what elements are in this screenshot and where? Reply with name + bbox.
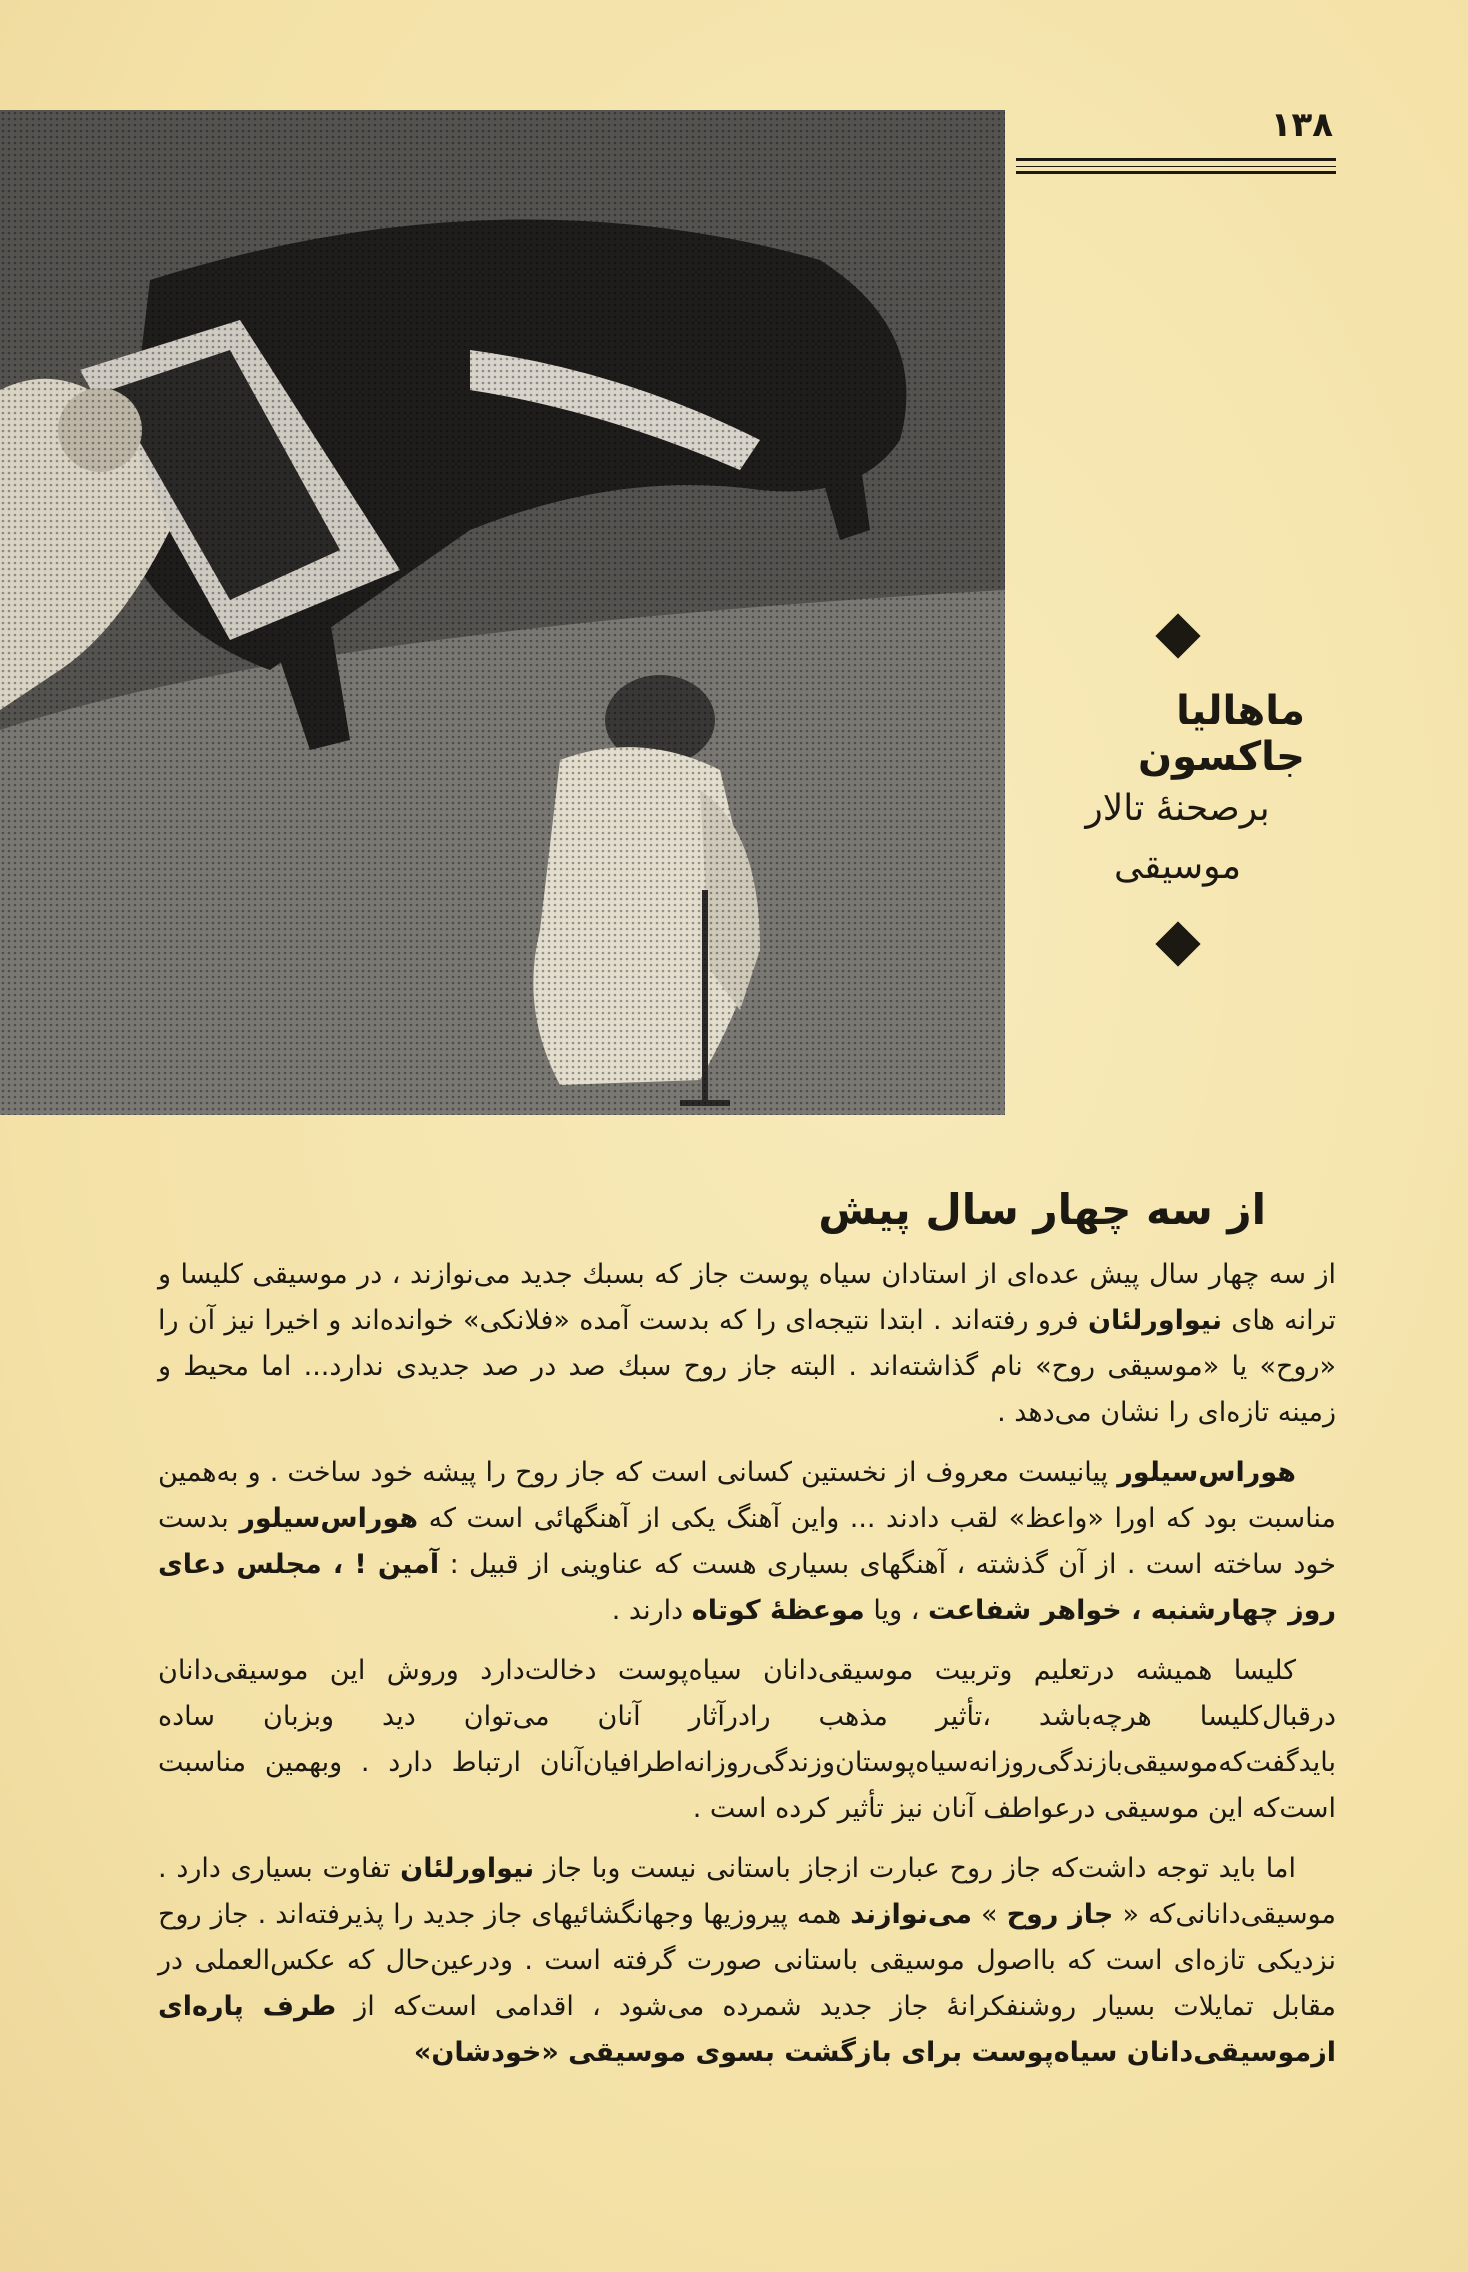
caption-line: برصحنهٔ تالار xyxy=(1085,788,1270,829)
header-rule xyxy=(1016,158,1336,161)
paragraph: هوراس‌سیلور پیانیست معروف از نخستین کسانی است که جاز روح را پیشه خود ساخت . و به‌همین مناسبت بود که اورا «واعظ» لقب دادند ... واین آهنگ یکی از آهنگهائی است که هوراس‌سیلور بدست خود ساخته است . از آن گذشته ، آهنگهای بسیاری هست که عناوینی از قبیل : آمین ! ، مجلس دعای روز چهارشنبه ، خواهر شفاعت ، ویا موعظهٔ کوتاه دارند . xyxy=(158,1457,1336,1626)
header-rule xyxy=(1016,171,1336,174)
paragraph: کلیسا همیشه درتعلیم وتربیت موسیقی‌دانان سیاه‌پوست دخالت‌دارد وروش این موسیقی‌دانان درقبال‌کلیسا هرچه‌باشد ،تأثیر مذهب رادرآثار آنان می‌توان دید وبزبان ساده بایدگفت‌که‌موسیقی‌بازندگی‌روزانه‌سیاه‌پوستان‌وزندگی‌روزانه‌اطرافیان‌آنان ارتباط دارد . وبهمین مناسبت است‌که این موسیقی درعواطف آنان نیز تأثیر کرده است . xyxy=(158,1655,1336,1824)
header-rule xyxy=(1016,166,1336,167)
paragraph: از سه چهار سال پیش عده‌ای از استادان سیاه پوست جاز که بسبك جدید می‌نوازند ، در موسیقی کلیسا و ترانه های نیواورلئان فرو رفته‌اند . ابتدا نتیجه‌ای را که بدست آمده «فلانکی» خوانده‌اند و اخیرا نیز آن را «روح» یا «موسیقی روح» نام گذاشته‌اند . البته جاز روح سبك صد در صد جدیدی ندارد... اما محیط و زمینه تازه‌ای را نشان می‌دهد . xyxy=(158,1259,1337,1428)
caption-line: موسیقی xyxy=(1113,846,1242,887)
caption-title: ماهالیا جاکسون xyxy=(1137,688,1305,780)
diamond-ornament-icon xyxy=(1155,921,1200,966)
article-body xyxy=(158,1180,1336,2090)
paragraph: اما باید توجه داشت‌که جاز روح عبارت ازجاز باستانی نیست وبا جاز نیواورلئان تفاوت بسیاری دارد . موسیقی‌دانانی‌که « جاز روح » می‌نوازند همه پیروزیها وجهانگشائیهای جاز جدید را پذیرفته‌اند . جاز روح نزدیکی تازه‌ای است که بااصول موسیقی باستانی صورت گرفته است . ودرعین‌حال که عکس‌العملی در مقابل تمایلات بسیار روشنفکرانهٔ جاز جدید شمرده می‌شود ، اقدامی است‌که از طرف پاره‌ای ازموسیقی‌دانان سیاه‌پوست برای بازگشت بسوی موسیقی «خودشان» xyxy=(158,1853,1336,2068)
page-number: ۱۳۸ xyxy=(1270,105,1333,145)
concert-photo xyxy=(0,110,1005,1115)
section-heading: از سه چهار سال پیش xyxy=(818,1185,1266,1234)
photo-caption xyxy=(1010,620,1345,960)
diamond-ornament-icon xyxy=(1155,613,1200,658)
